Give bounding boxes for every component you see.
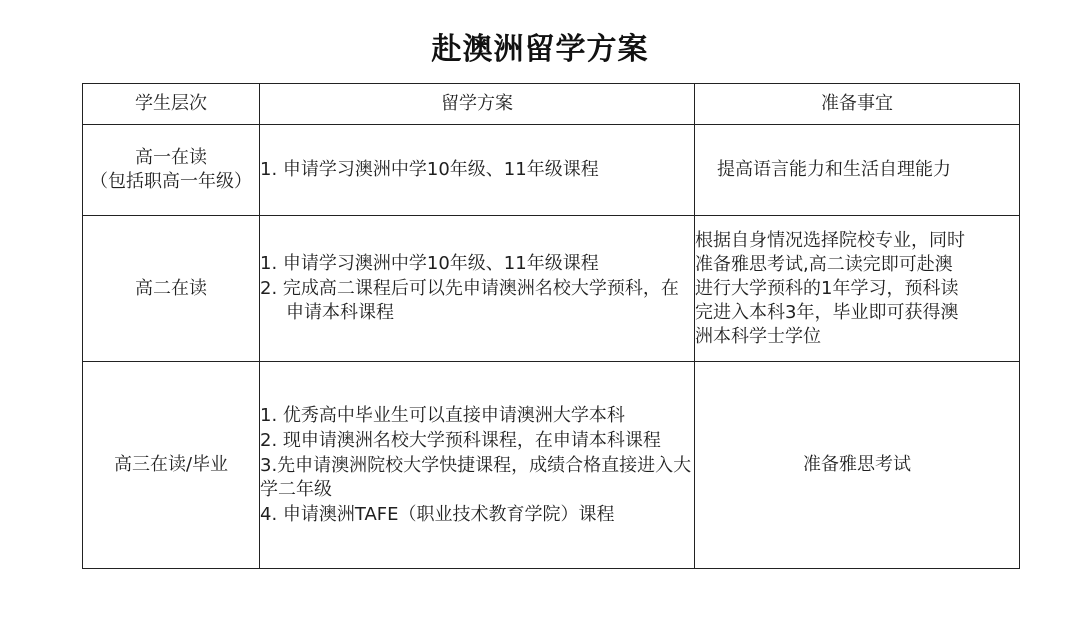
level-cell (83, 125, 260, 216)
plan-item: 3.先申请澳洲院校大学快捷课程，成绩合格直接进入大学二年级 (260, 454, 692, 500)
prep-text: 准备雅思考试 (803, 454, 911, 475)
prep-line: 进行大学预科的1年学习，预科读 (695, 277, 959, 299)
level-note: （包括职高一年级） (90, 171, 252, 192)
level-cell (83, 362, 260, 569)
level-cell (83, 216, 260, 362)
prep-line: 根据自身情况选择院校专业，同时 (695, 229, 965, 251)
page-title: 赴澳洲留学方案 (431, 32, 649, 67)
table-header-row (83, 84, 1020, 125)
table-row (83, 125, 1020, 216)
prep-text: 提高语言能力和生活自理能力 (717, 159, 951, 180)
prep-cell (695, 125, 1020, 216)
level-text: 高二在读 (135, 277, 207, 299)
plan-item: 1. 优秀高中毕业生可以直接申请澳洲大学本科 (260, 404, 625, 426)
plan-cell (260, 362, 695, 569)
column-header-level: 学生层次 (83, 84, 260, 125)
column-header-prep: 准备事宜 (695, 84, 1020, 125)
prep-cell (695, 362, 1020, 569)
column-header-plan: 留学方案 (260, 84, 695, 125)
prep-line: 准备雅思考试,高二读完即可赴澳 (695, 253, 953, 275)
study-plan-table (82, 83, 1020, 569)
prep-cell (695, 216, 1020, 362)
level-text: 高三在读/毕业 (113, 454, 229, 475)
table-row (83, 362, 1020, 569)
level-text: 高一在读 (135, 147, 207, 168)
plan-item: 1. 申请学习澳洲中学10年级、11年级课程 (260, 253, 599, 274)
table-row (83, 216, 1020, 362)
prep-line: 洲本科学士学位 (695, 325, 821, 347)
plan-item: 1. 申请学习澳洲中学10年级、11年级课程 (260, 159, 599, 180)
plan-item: 4. 申请澳洲TAFE（职业技术教育学院）课程 (260, 503, 615, 525)
plan-item: 2. 完成高二课程后可以先申请澳洲名校大学预科，在申请本科课程 (260, 278, 679, 323)
plan-cell (260, 216, 695, 362)
prep-line: 完进入本科3年，毕业即可获得澳 (695, 301, 959, 323)
plan-item: 2. 现申请澳洲名校大学预科课程，在申请本科课程 (260, 429, 661, 451)
plan-cell (260, 125, 695, 216)
